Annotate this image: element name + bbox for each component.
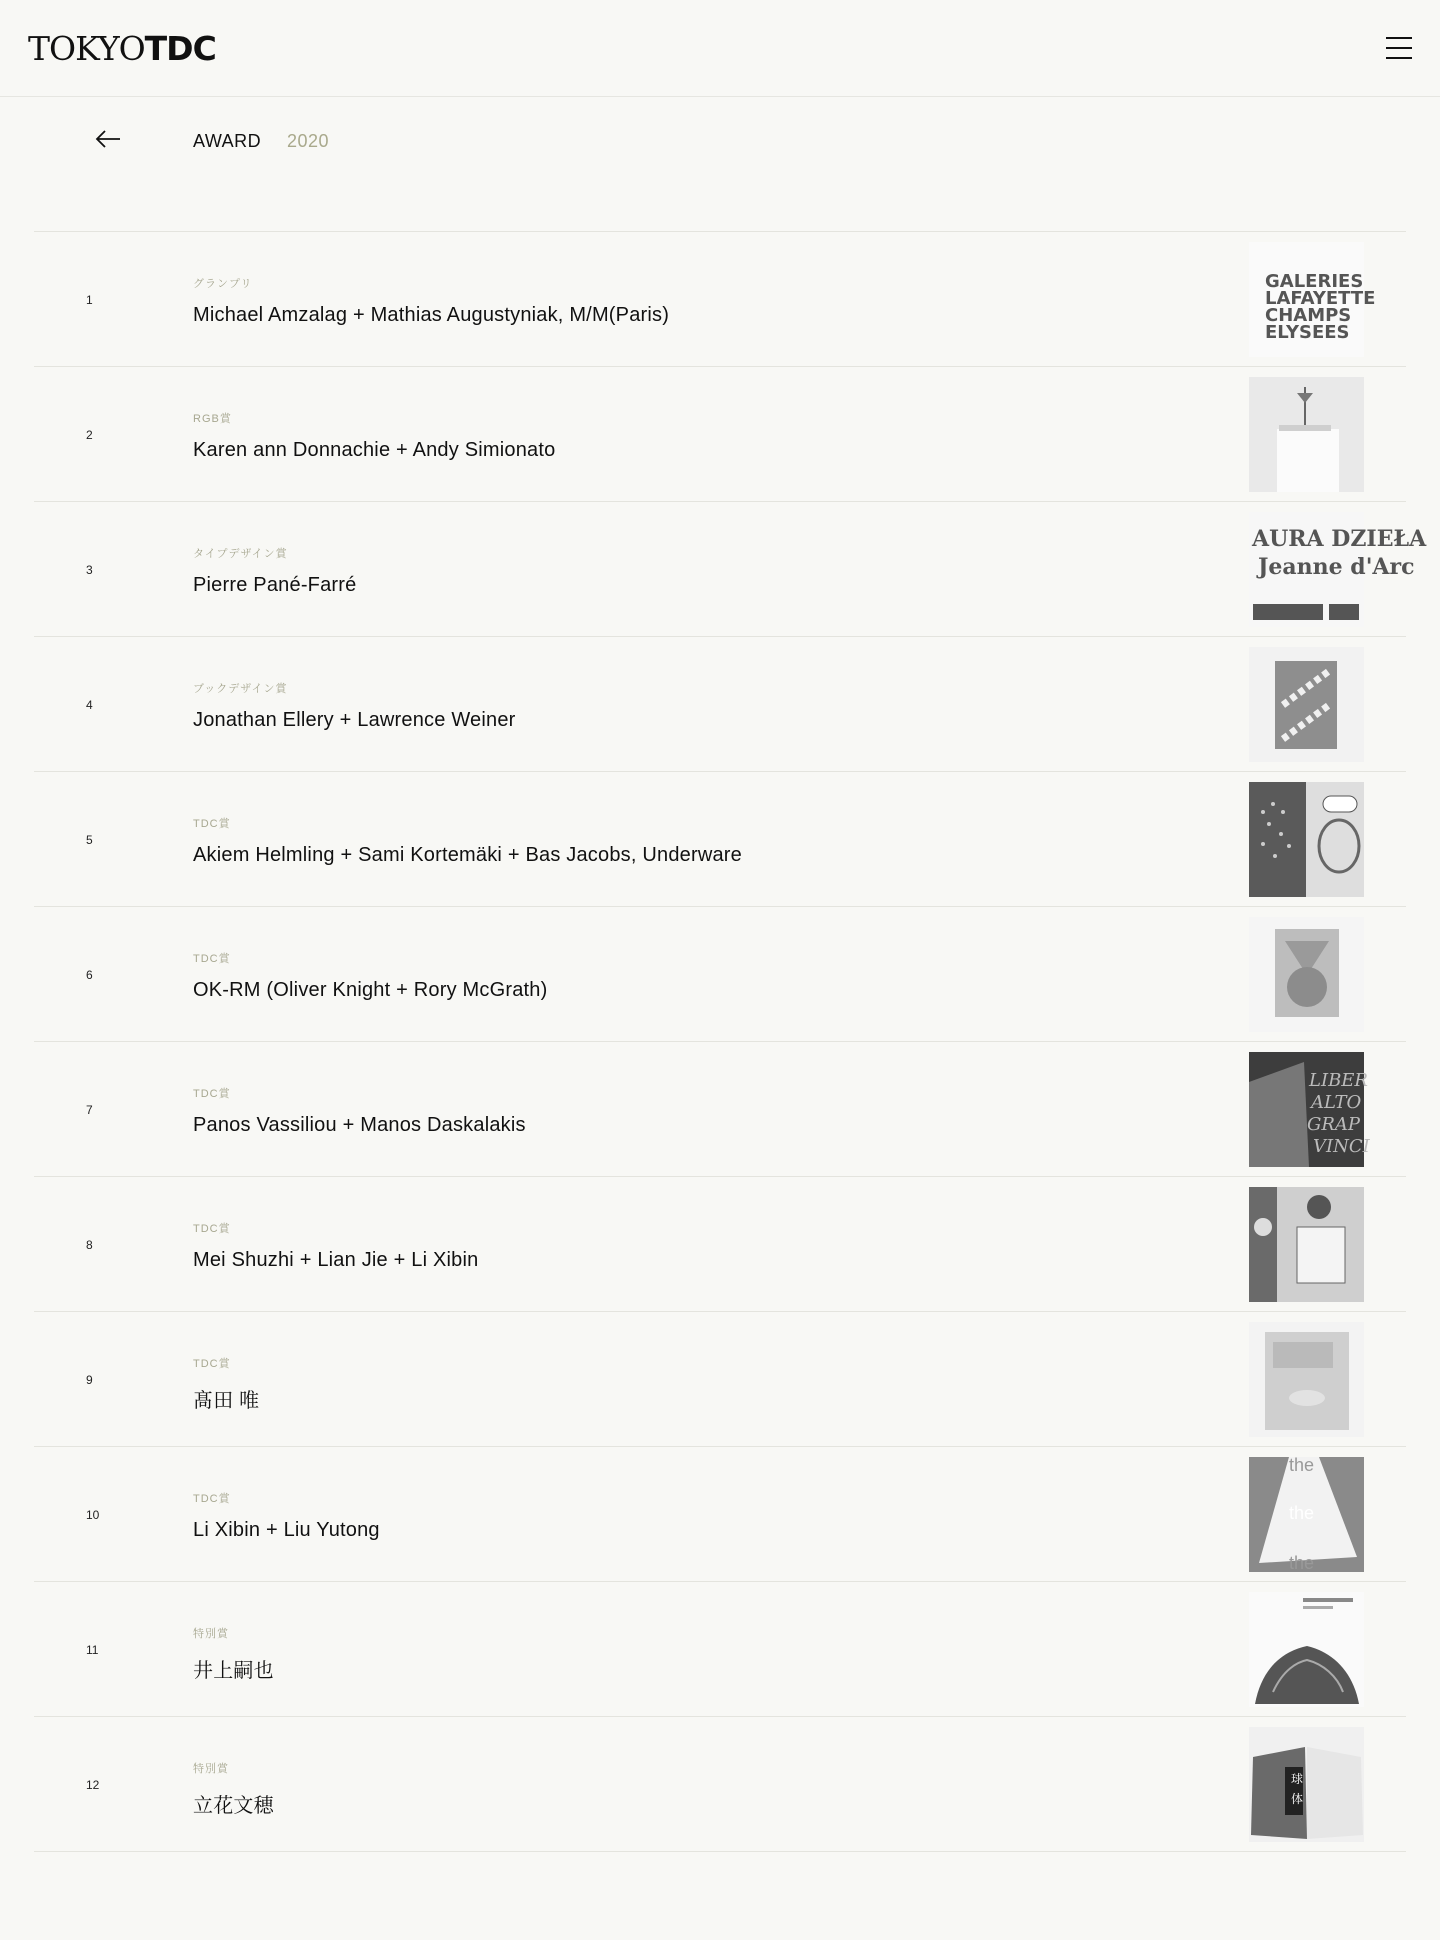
- award-category: TDC賞: [193, 1493, 231, 1505]
- award-row[interactable]: [34, 637, 1406, 772]
- award-row[interactable]: [34, 772, 1406, 907]
- breadcrumb-year: 2020: [287, 131, 330, 151]
- svg-text:VINCI: VINCI: [1313, 1136, 1370, 1157]
- logo-text-tdc: TDC: [144, 28, 216, 68]
- winner-name: 井上嗣也: [193, 1660, 274, 1682]
- award-category: TDC賞: [193, 1358, 231, 1370]
- svg-text:体: 体: [1291, 1792, 1304, 1806]
- award-row[interactable]: [34, 1447, 1406, 1582]
- row-number: 5: [86, 833, 93, 847]
- award-category: TDC賞: [193, 953, 231, 965]
- work-thumbnail[interactable]: [1249, 512, 1427, 627]
- winner-name: Li Xibin + Liu Yutong: [193, 1519, 380, 1541]
- award-row[interactable]: [34, 907, 1406, 1042]
- logo-text-tokyo: TOKYO: [28, 28, 145, 68]
- award-row[interactable]: [34, 502, 1427, 637]
- site-header: [0, 0, 1440, 97]
- svg-text:the: the: [1289, 1455, 1315, 1475]
- award-row[interactable]: [34, 1177, 1406, 1312]
- award-category: グランプリ: [193, 278, 253, 290]
- row-number: 9: [86, 1373, 93, 1387]
- award-row[interactable]: [34, 1582, 1406, 1717]
- svg-text:ALTO: ALTO: [1311, 1092, 1362, 1113]
- winner-name: 髙田 唯: [193, 1390, 260, 1412]
- svg-text:AURA DZIEŁA: AURA DZIEŁA: [1252, 526, 1427, 552]
- award-category: TDC賞: [193, 1223, 231, 1235]
- svg-text:the: the: [1289, 1553, 1315, 1573]
- breadcrumb: [0, 97, 1440, 231]
- work-thumbnail[interactable]: [1249, 647, 1364, 762]
- svg-text:CHAMPS: CHAMPS: [1265, 305, 1352, 326]
- work-thumbnail[interactable]: [1249, 1592, 1364, 1707]
- row-number: 1: [86, 293, 93, 307]
- award-category: RGB賞: [193, 413, 232, 425]
- work-thumbnail[interactable]: [1249, 1457, 1364, 1572]
- award-row[interactable]: [34, 1717, 1406, 1852]
- award-category: タイプデザイン賞: [193, 548, 288, 560]
- site-logo[interactable]: [28, 29, 216, 68]
- row-number: 8: [86, 1238, 93, 1252]
- svg-text:球: 球: [1291, 1772, 1304, 1786]
- row-number: 11: [86, 1643, 99, 1657]
- svg-text:Jeanne d'Arc: Jeanne d'Arc: [1258, 554, 1415, 580]
- award-category: ブックデザイン賞: [193, 683, 288, 695]
- work-thumbnail[interactable]: [1249, 917, 1364, 1032]
- work-thumbnail[interactable]: [1249, 242, 1376, 357]
- winner-name: Mei Shuzhi + Lian Jie + Li Xibin: [193, 1249, 479, 1271]
- winner-name: Jonathan Ellery + Lawrence Weiner: [193, 709, 516, 731]
- winner-name: Akiem Helmling + Sami Kortemäki + Bas Jacobs, Underware: [193, 844, 742, 866]
- award-row[interactable]: [34, 232, 1406, 367]
- award-category: TDC賞: [193, 1088, 231, 1100]
- award-category: TDC賞: [193, 818, 231, 830]
- row-number: 3: [86, 563, 93, 577]
- svg-text:GRAP: GRAP: [1307, 1114, 1361, 1135]
- svg-text:GALERIES: GALERIES: [1265, 271, 1364, 292]
- winner-name: OK-RM (Oliver Knight + Rory McGrath): [193, 979, 548, 1001]
- work-thumbnail[interactable]: [1249, 1187, 1364, 1302]
- row-number: 10: [86, 1508, 100, 1522]
- award-row[interactable]: [34, 1042, 1406, 1177]
- arrow-left-icon[interactable]: [94, 127, 122, 151]
- row-number: 4: [86, 698, 93, 712]
- row-number: 2: [86, 428, 93, 442]
- work-thumbnail[interactable]: [1249, 1727, 1364, 1842]
- award-list: [34, 231, 1427, 1852]
- row-number: 7: [86, 1103, 93, 1117]
- award-category: 特別賞: [193, 1763, 229, 1775]
- work-thumbnail[interactable]: [1249, 377, 1364, 492]
- winner-name: Michael Amzalag + Mathias Augustyniak, M/M(Paris): [193, 304, 670, 326]
- winner-name: Panos Vassiliou + Manos Daskalakis: [193, 1114, 526, 1136]
- winner-name: Karen ann Donnachie + Andy Simionato: [193, 439, 556, 461]
- row-number: 6: [86, 968, 93, 982]
- award-category: 特別賞: [193, 1628, 229, 1640]
- award-row[interactable]: [34, 367, 1406, 502]
- winner-name: Pierre Pané-Farré: [193, 574, 357, 596]
- svg-text:ELYSEES: ELYSEES: [1265, 322, 1350, 343]
- svg-text:LAFAYETTE: LAFAYETTE: [1265, 288, 1376, 309]
- svg-text:LIBER: LIBER: [1309, 1070, 1368, 1091]
- winner-name: 立花文穂: [193, 1795, 274, 1817]
- award-row[interactable]: [34, 1312, 1406, 1447]
- breadcrumb-section[interactable]: AWARD: [193, 131, 262, 151]
- row-number: 12: [86, 1778, 100, 1792]
- work-thumbnail[interactable]: [1249, 1322, 1364, 1437]
- work-thumbnail[interactable]: [1249, 1052, 1370, 1167]
- work-thumbnail[interactable]: [1249, 782, 1364, 897]
- hamburger-icon[interactable]: [1386, 37, 1412, 59]
- svg-text:the: the: [1289, 1503, 1315, 1523]
